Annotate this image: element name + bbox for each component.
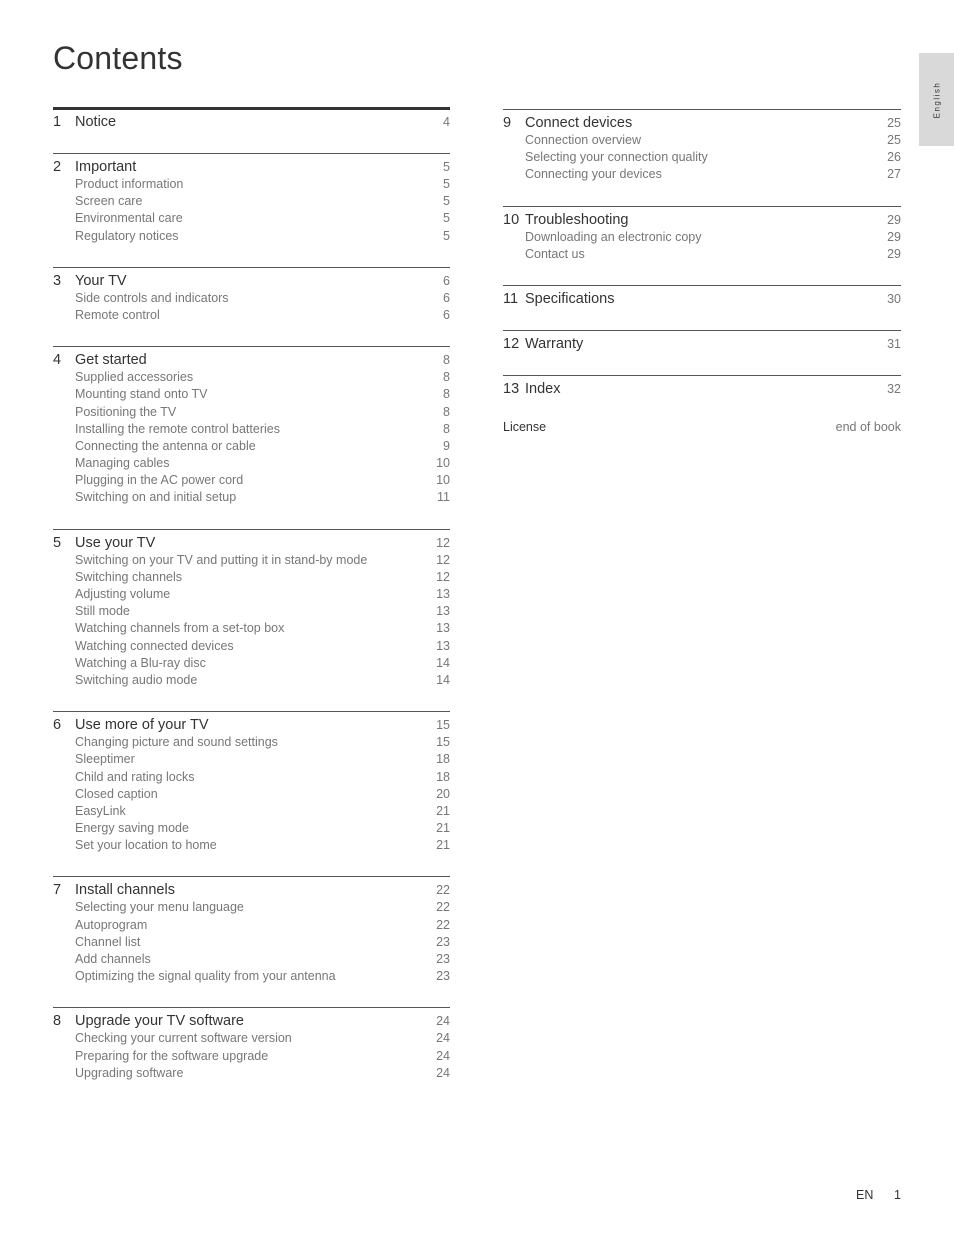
- subsection-title: Add channels: [75, 952, 151, 966]
- chapter-number: 3: [53, 272, 62, 289]
- license-title: License: [503, 419, 547, 434]
- toc-chapter-entry[interactable]: [503, 212, 901, 230]
- toc-subsection-entry[interactable]: [53, 1031, 450, 1048]
- subsection-page: 25: [887, 133, 901, 147]
- subsection-title: Watching a Blu-ray disc: [75, 655, 206, 670]
- chapter-number: 13: [503, 380, 520, 397]
- subsection-title: Checking your current software version: [75, 1031, 292, 1046]
- toc-chapter-entry[interactable]: [53, 535, 450, 553]
- subsection-title: Autoprogram: [75, 917, 148, 932]
- license-page: end of book: [835, 419, 901, 434]
- subsection-page: 22: [436, 917, 450, 932]
- subsection-page: 18: [436, 769, 450, 784]
- subsection-page: 10: [436, 456, 450, 471]
- toc-subsection-entry[interactable]: [53, 229, 450, 246]
- language-tab: [919, 53, 954, 146]
- chapter-number: 10: [503, 211, 520, 228]
- subsection-page: 27: [887, 167, 901, 182]
- subsection-page: 13: [436, 638, 450, 653]
- subsection-page: 8: [443, 404, 450, 419]
- toc-subsection-entry[interactable]: [53, 639, 450, 656]
- page-footer: [856, 1188, 901, 1202]
- subsection-page: 8: [443, 370, 450, 385]
- subsection-page: 21: [436, 821, 450, 836]
- toc-subsection-entry[interactable]: [53, 752, 450, 769]
- subsection-title: Child and rating locks: [75, 769, 195, 784]
- toc-chapter-entry[interactable]: [53, 1013, 450, 1031]
- toc-subsection-entry[interactable]: [53, 570, 450, 587]
- chapter-number: 9: [503, 115, 512, 131]
- toc-subsection-entry[interactable]: [53, 456, 450, 473]
- toc-subsection-entry[interactable]: [53, 821, 450, 838]
- subsection-title: Contact us: [525, 246, 585, 261]
- subsection-page: 21: [436, 803, 450, 818]
- toc-subsection-entry[interactable]: [53, 918, 450, 935]
- subsection-title: Connecting the antenna or cable: [75, 438, 256, 453]
- subsection-title: Managing cables: [75, 456, 170, 471]
- subsection-page: 26: [887, 150, 901, 165]
- chapter-number: 6: [53, 717, 62, 734]
- subsection-page: 14: [436, 672, 450, 687]
- toc-chapter-entry[interactable]: [53, 717, 450, 735]
- chapter-title: Connect devices: [525, 115, 633, 131]
- subsection-page: 24: [436, 1031, 450, 1046]
- subsection-page: 13: [436, 604, 450, 619]
- subsection-title: Remote control: [75, 307, 160, 322]
- subsection-title: EasyLink: [75, 803, 126, 818]
- subsection-title: Selecting your menu language: [75, 900, 244, 915]
- toc-subsection-entry[interactable]: [53, 194, 450, 211]
- subsection-title: Watching connected devices: [75, 638, 234, 653]
- chapter-page: 5: [443, 160, 450, 174]
- toc-chapter-entry[interactable]: [503, 336, 901, 354]
- subsection-title: Switching channels: [75, 569, 183, 584]
- toc-chapter-entry[interactable]: [503, 381, 901, 399]
- subsection-title: Screen care: [75, 194, 143, 209]
- toc-right-column: [503, 109, 901, 434]
- subsection-page: 6: [443, 307, 450, 322]
- subsection-title: Plugging in the AC power cord: [75, 473, 244, 488]
- subsection-title: Product information: [75, 177, 184, 191]
- chapter-title: Specifications: [525, 290, 615, 307]
- toc-subsection-entry[interactable]: [503, 230, 901, 247]
- subsection-page: 29: [887, 246, 901, 261]
- subsection-page: 12: [436, 569, 450, 584]
- subsection-page: 11: [437, 490, 450, 505]
- subsection-title: Optimizing the signal quality from your antenna: [75, 969, 336, 984]
- toc-section: [53, 107, 450, 153]
- subsection-title: Still mode: [75, 604, 130, 619]
- chapter-number: 12: [503, 335, 520, 352]
- chapter-number: 11: [503, 290, 519, 307]
- chapter-page: 4: [443, 115, 450, 129]
- toc-section: [503, 375, 901, 420]
- subsection-title: Switching on your TV and putting it in stand-by mode: [75, 552, 368, 567]
- subsection-title: Connecting your devices: [525, 167, 662, 182]
- toc-chapter-entry[interactable]: [53, 882, 450, 900]
- page-title: Contents: [53, 40, 183, 76]
- subsection-page: 6: [443, 290, 450, 305]
- chapter-title: Your TV: [75, 272, 127, 289]
- chapter-number: 7: [53, 882, 62, 899]
- subsection-title: Changing picture and sound settings: [75, 735, 278, 750]
- subsection-title: Selecting your connection quality: [525, 150, 708, 165]
- toc-chapter-entry[interactable]: [503, 291, 901, 309]
- subsection-page: 13: [436, 621, 450, 636]
- subsection-page: 12: [436, 552, 450, 567]
- chapter-number: 2: [53, 159, 62, 175]
- subsection-page: 20: [436, 786, 450, 801]
- toc-section: [53, 267, 450, 346]
- chapter-number: 4: [53, 352, 62, 369]
- chapter-page: 22: [436, 883, 450, 898]
- language-tab-label: English: [932, 81, 941, 118]
- subsection-page: 29: [887, 229, 901, 244]
- toc-subsection-entry[interactable]: [503, 150, 901, 167]
- chapter-number: 8: [53, 1013, 62, 1030]
- toc-subsection-entry[interactable]: [53, 900, 450, 917]
- toc-section: [503, 330, 901, 375]
- toc-subsection-entry[interactable]: [53, 473, 450, 490]
- toc-chapter-entry[interactable]: [53, 273, 450, 291]
- toc-subsection-entry[interactable]: [53, 838, 450, 855]
- toc-subsection-entry[interactable]: [503, 247, 901, 264]
- toc-chapter-entry[interactable]: [53, 352, 450, 370]
- toc-subsection-entry[interactable]: [53, 291, 450, 308]
- toc-license-entry[interactable]: [503, 420, 901, 434]
- chapter-title: Troubleshooting: [525, 211, 629, 228]
- chapter-page: 6: [443, 273, 450, 288]
- toc-section: [53, 876, 450, 1007]
- subsection-page: 9: [443, 438, 450, 453]
- subsection-page: 14: [436, 655, 450, 670]
- toc-section: [53, 153, 450, 267]
- toc-section: [53, 346, 450, 529]
- toc-subsection-entry[interactable]: [53, 587, 450, 604]
- toc-subsection-entry[interactable]: [53, 405, 450, 422]
- toc-subsection-entry[interactable]: [503, 167, 901, 184]
- chapter-title: Notice: [75, 114, 117, 130]
- toc-subsection-entry[interactable]: [53, 656, 450, 673]
- toc-subsection-entry[interactable]: [53, 735, 450, 752]
- toc-subsection-entry[interactable]: [53, 604, 450, 621]
- chapter-title: Install channels: [75, 882, 175, 899]
- subsection-title: Watching channels from a set-top box: [75, 621, 285, 636]
- subsection-title: Switching audio mode: [75, 672, 198, 687]
- toc-chapter-entry[interactable]: [53, 159, 450, 177]
- toc-subsection-entry[interactable]: [53, 387, 450, 404]
- subsection-page: 15: [436, 735, 450, 750]
- subsection-title: Positioning the TV: [75, 404, 177, 419]
- chapter-page: 31: [887, 336, 901, 351]
- subsection-title: Closed caption: [75, 786, 158, 801]
- chapter-title: Warranty: [525, 335, 584, 352]
- chapter-title: Use your TV: [75, 534, 156, 551]
- subsection-page: 8: [443, 387, 450, 402]
- subsection-title: Channel list: [75, 934, 141, 949]
- subsection-title: Sleeptimer: [75, 752, 135, 767]
- toc-subsection-entry[interactable]: [53, 1049, 450, 1066]
- toc-subsection-entry[interactable]: [53, 673, 450, 690]
- toc-chapter-entry[interactable]: [503, 115, 901, 133]
- toc-subsection-entry[interactable]: [53, 935, 450, 952]
- toc-subsection-entry[interactable]: [53, 770, 450, 787]
- chapter-page: 25: [887, 116, 901, 130]
- chapter-title: Use more of your TV: [75, 717, 209, 734]
- subsection-page: 5: [443, 194, 450, 209]
- chapter-page: 12: [436, 535, 450, 550]
- footer-page-number: 1: [894, 1188, 901, 1202]
- toc-subsection-entry[interactable]: [53, 969, 450, 986]
- subsection-page: 23: [436, 969, 450, 984]
- subsection-page: 18: [436, 752, 450, 767]
- subsection-title: Side controls and indicators: [75, 290, 229, 305]
- subsection-title: Regulatory notices: [75, 228, 179, 243]
- toc-section: [53, 711, 450, 876]
- subsection-title: Preparing for the software upgrade: [75, 1048, 269, 1063]
- toc-subsection-entry[interactable]: [53, 211, 450, 228]
- toc-subsection-entry[interactable]: [53, 308, 450, 325]
- subsection-page: 8: [443, 421, 450, 436]
- subsection-page: 22: [436, 900, 450, 915]
- chapter-number: 5: [53, 534, 62, 551]
- toc-subsection-entry[interactable]: [53, 952, 450, 969]
- toc-left-column: [53, 107, 450, 1104]
- subsection-page: 23: [436, 934, 450, 949]
- toc-subsection-entry[interactable]: [53, 370, 450, 387]
- toc-right-sections: [503, 109, 901, 420]
- subsection-page: 5: [443, 211, 450, 226]
- toc-chapter-entry[interactable]: [53, 114, 450, 132]
- toc-section: [53, 529, 450, 712]
- chapter-page: 8: [443, 353, 450, 368]
- subsection-page: 5: [443, 177, 450, 191]
- subsection-title: Switching on and initial setup: [75, 490, 237, 505]
- toc-section: [503, 109, 901, 206]
- subsection-page: 10: [436, 473, 450, 488]
- subsection-title: Connection overview: [525, 133, 642, 147]
- toc-subsection-entry[interactable]: [53, 787, 450, 804]
- subsection-page: 23: [436, 952, 450, 966]
- subsection-title: Environmental care: [75, 211, 183, 226]
- subsection-title: Downloading an electronic copy: [525, 229, 702, 244]
- chapter-page: 30: [887, 291, 901, 306]
- subsection-title: Mounting stand onto TV: [75, 387, 208, 402]
- subsection-title: Energy saving mode: [75, 821, 189, 836]
- chapter-page: 15: [436, 718, 450, 733]
- subsection-title: Adjusting volume: [75, 587, 171, 601]
- toc-subsection-entry[interactable]: [53, 553, 450, 570]
- subsection-title: Upgrading software: [75, 1065, 184, 1080]
- toc-subsection-entry[interactable]: [53, 422, 450, 439]
- chapter-title: Upgrade your TV software: [75, 1013, 244, 1030]
- chapter-title: Index: [525, 380, 561, 397]
- chapter-title: Important: [75, 159, 137, 175]
- toc-subsection-entry[interactable]: [53, 621, 450, 638]
- toc-subsection-entry[interactable]: [53, 177, 450, 194]
- chapter-page: 32: [887, 381, 901, 396]
- subsection-title: Installing the remote control batteries: [75, 421, 280, 436]
- subsection-page: 24: [436, 1048, 450, 1063]
- toc-subsection-entry[interactable]: [53, 1066, 450, 1083]
- subsection-page: 5: [443, 228, 450, 243]
- footer-language: EN: [856, 1188, 874, 1202]
- toc-subsection-entry[interactable]: [53, 490, 450, 507]
- chapter-page: 24: [436, 1014, 450, 1029]
- toc-subsection-entry[interactable]: [53, 439, 450, 456]
- toc-section: [53, 1007, 450, 1104]
- toc-section: [503, 285, 901, 330]
- chapter-page: 29: [887, 212, 901, 227]
- subsection-title: Supplied accessories: [75, 370, 194, 385]
- toc-subsection-entry[interactable]: [503, 133, 901, 150]
- subsection-title: Set your location to home: [75, 838, 217, 853]
- toc-section: [503, 206, 901, 285]
- subsection-page: 13: [436, 587, 450, 601]
- chapter-number: 1: [53, 114, 62, 130]
- subsection-page: 24: [436, 1065, 450, 1080]
- toc-subsection-entry[interactable]: [53, 804, 450, 821]
- subsection-page: 21: [436, 838, 450, 853]
- chapter-title: Get started: [75, 352, 147, 369]
